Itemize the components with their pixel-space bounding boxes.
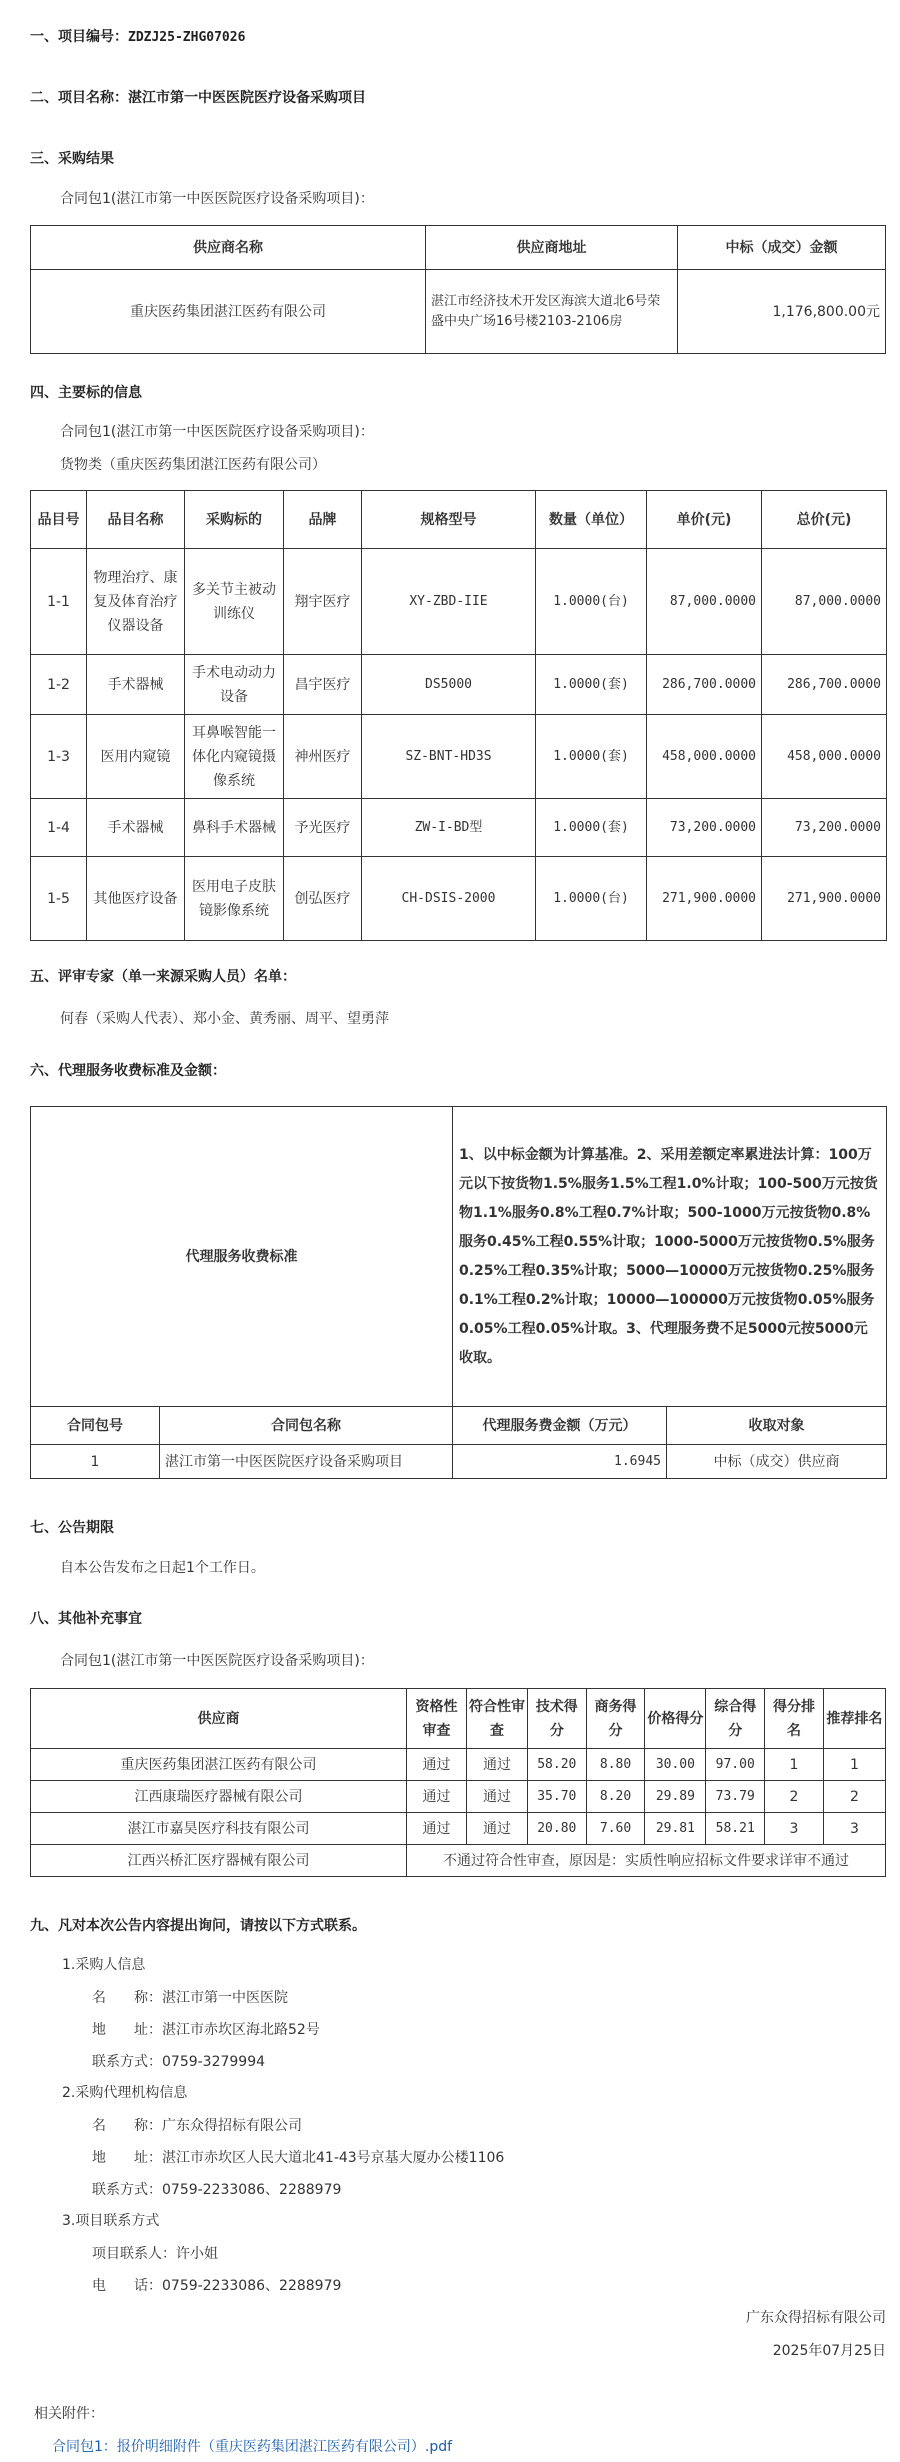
- item-model: XY-ZBD-IIE: [362, 549, 536, 655]
- item-no: 1-2: [31, 655, 87, 715]
- agency-name: 名 称：广东众得招标有限公司: [92, 2118, 302, 2134]
- item-no: 1-1: [31, 549, 87, 655]
- experts-names: 何春（采购人代表）、郑小金、黄秀丽、周平、望勇萍: [60, 1011, 389, 1027]
- items-table: [30, 490, 887, 941]
- buyer-phone: 联系方式：0759-3279994: [92, 2054, 266, 2070]
- item-brand: 创弘医疗: [284, 857, 362, 941]
- item-brand: 翔宇医疗: [284, 549, 362, 655]
- eval-tech: 20.80: [527, 1813, 586, 1845]
- fee-package-no: 1: [31, 1445, 160, 1479]
- eval-rank: 1: [765, 1749, 824, 1781]
- eval-header-tech: 技术得分: [527, 1689, 586, 1749]
- result-header-supplier: 供应商名称: [31, 226, 426, 270]
- table-row: [31, 715, 887, 799]
- eval-price: 30.00: [645, 1749, 706, 1781]
- fee-header-target: 收取对象: [667, 1407, 887, 1445]
- buyer-address: 地 址：湛江市赤坎区海北路52号: [92, 2022, 320, 2038]
- section-items-title: 四、主要标的信息: [30, 385, 142, 401]
- item-brand: 昌宇医疗: [284, 655, 362, 715]
- table-row: [31, 857, 887, 941]
- fee-package-name: 湛江市第一中医医院医疗设备采购项目: [160, 1445, 453, 1479]
- footer-date: 2025年07月25日: [772, 2343, 886, 2359]
- item-model: CH-DSIS-2000: [362, 857, 536, 941]
- eval-header-business: 商务得分: [586, 1689, 645, 1749]
- result-package-label: 合同包1(湛江市第一中医医院医疗设备采购项目)：: [60, 191, 374, 207]
- item-model: DS5000: [362, 655, 536, 715]
- item-target: 手术电动动力设备: [185, 655, 284, 715]
- buyer-info-heading: 1.采购人信息: [62, 1957, 146, 1973]
- table-row: [31, 1845, 886, 1877]
- eval-qualify: 通过: [407, 1813, 467, 1845]
- eval-supplier: 江西兴桥汇医疗器械有限公司: [31, 1845, 407, 1877]
- items-package-label: 合同包1(湛江市第一中医医院医疗设备采购项目)：: [60, 424, 374, 440]
- item-total: 458,000.0000: [762, 715, 887, 799]
- eval-header-total: 综合得分: [706, 1689, 765, 1749]
- item-total: 286,700.0000: [762, 655, 887, 715]
- item-target: 医用电子皮肤镜影像系统: [185, 857, 284, 941]
- fee-target: 中标（成交）供应商: [667, 1445, 887, 1479]
- section-result-title: 三、采购结果: [30, 151, 114, 167]
- eval-total: 73.79: [706, 1781, 765, 1813]
- result-header-amount: 中标（成交）金额: [678, 226, 886, 270]
- item-price: 73,200.0000: [647, 799, 762, 857]
- eval-qualify: 通过: [407, 1749, 467, 1781]
- eval-comply: 通过: [466, 1749, 527, 1781]
- items-header-model: 规格型号: [362, 491, 536, 549]
- items-header-item: 品目名称: [87, 491, 185, 549]
- item-brand: 神州医疗: [284, 715, 362, 799]
- table-row: [31, 549, 887, 655]
- item-name: 医用内窥镜: [87, 715, 185, 799]
- result-amount: 1,176,800.00元: [678, 270, 886, 354]
- table-row: [31, 799, 887, 857]
- table-row: [31, 1749, 886, 1781]
- items-header-no: 品目号: [31, 491, 87, 549]
- fee-header-amount: 代理服务费金额（万元）: [453, 1407, 667, 1445]
- eval-rank: 2: [765, 1781, 824, 1813]
- eval-tech: 58.20: [527, 1749, 586, 1781]
- item-model: ZW-I-BD型: [362, 799, 536, 857]
- item-target: 耳鼻喉智能一体化内窥镜摄像系统: [185, 715, 284, 799]
- section-project-name: 二、项目名称：湛江市第一中医医院医疗设备采购项目: [30, 90, 366, 106]
- result-table: [30, 225, 886, 354]
- eval-total: 97.00: [706, 1749, 765, 1781]
- item-name: 手术器械: [87, 799, 185, 857]
- fee-standard-label: 代理服务收费标准: [31, 1107, 453, 1407]
- section-fee-title: 六、代理服务收费标准及金额：: [30, 1063, 226, 1079]
- item-no: 1-3: [31, 715, 87, 799]
- other-package-label: 合同包1(湛江市第一中医医院医疗设备采购项目)：: [60, 1653, 374, 1669]
- agency-info-heading: 2.采购代理机构信息: [62, 2085, 188, 2101]
- table-row: [31, 270, 886, 354]
- items-header-target: 采购标的: [185, 491, 284, 549]
- section-period-title: 七、公告期限: [30, 1520, 114, 1536]
- item-price: 458,000.0000: [647, 715, 762, 799]
- items-header-total: 总价(元): [762, 491, 887, 549]
- items-header-price: 单价(元): [647, 491, 762, 549]
- section-project-code: 一、项目编号：ZDZJ25-ZHG07026: [30, 29, 246, 45]
- item-qty: 1.0000(套): [536, 799, 647, 857]
- item-qty: 1.0000(套): [536, 655, 647, 715]
- eval-comply: 通过: [466, 1781, 527, 1813]
- period-text: 自本公告发布之日起1个工作日。: [60, 1560, 265, 1576]
- items-header-qty: 数量（单位）: [536, 491, 647, 549]
- eval-rank: 3: [765, 1813, 824, 1845]
- eval-header-price: 价格得分: [645, 1689, 706, 1749]
- project-code: ZDZJ25-ZHG07026: [128, 30, 246, 45]
- eval-header-supplier: 供应商: [31, 1689, 407, 1749]
- item-no: 1-5: [31, 857, 87, 941]
- item-qty: 1.0000(套): [536, 715, 647, 799]
- eval-tech: 35.70: [527, 1781, 586, 1813]
- eval-supplier: 江西康瑞医疗器械有限公司: [31, 1781, 407, 1813]
- eval-qualify: 通过: [407, 1781, 467, 1813]
- eval-price: 29.89: [645, 1781, 706, 1813]
- eval-supplier: 重庆医药集团湛江医药有限公司: [31, 1749, 407, 1781]
- project-name: 湛江市第一中医医院医疗设备采购项目: [128, 90, 366, 106]
- evaluation-table: [30, 1688, 886, 1877]
- eval-comply: 通过: [466, 1813, 527, 1845]
- fee-header-no: 合同包号: [31, 1407, 160, 1445]
- eval-supplier: 湛江市嘉昊医疗科技有限公司: [31, 1813, 407, 1845]
- items-header-brand: 品牌: [284, 491, 362, 549]
- fee-table: [30, 1106, 887, 1479]
- item-total: 87,000.0000: [762, 549, 887, 655]
- table-row: [31, 655, 887, 715]
- item-target: 鼻科手术器械: [185, 799, 284, 857]
- item-name: 手术器械: [87, 655, 185, 715]
- eval-header-comply: 符合性审查: [466, 1689, 527, 1749]
- item-price: 271,900.0000: [647, 857, 762, 941]
- item-price: 286,700.0000: [647, 655, 762, 715]
- table-row: [31, 1445, 887, 1479]
- section-experts-title: 五、评审专家（单一来源采购人员）名单：: [30, 969, 296, 985]
- item-qty: 1.0000(台): [536, 549, 647, 655]
- eval-price: 29.81: [645, 1813, 706, 1845]
- result-supplier-address: 湛江市经济技术开发区海滨大道北6号荣盛中央广场16号楼2103-2106房: [426, 270, 678, 354]
- project-contact-person: 项目联系人：许小姐: [92, 2246, 218, 2262]
- project-contact-heading: 3.项目联系方式: [62, 2213, 160, 2229]
- attachments-label: 相关附件：: [34, 2406, 104, 2422]
- agency-address: 地 址：湛江市赤坎区人民大道北41-43号京基大厦办公楼1106: [92, 2150, 505, 2166]
- item-no: 1-4: [31, 799, 87, 857]
- eval-business: 8.80: [586, 1749, 645, 1781]
- eval-header-rank: 得分排名: [765, 1689, 824, 1749]
- item-brand: 予光医疗: [284, 799, 362, 857]
- result-header-address: 供应商地址: [426, 226, 678, 270]
- eval-header-qualify: 资格性审查: [407, 1689, 467, 1749]
- fee-amount: 1.6945: [453, 1445, 667, 1479]
- item-total: 271,900.0000: [762, 857, 887, 941]
- eval-fail-reason: 不通过符合性审查，原因是：实质性响应招标文件要求详审不通过: [407, 1845, 886, 1877]
- buyer-name: 名 称：湛江市第一中医医院: [92, 1990, 288, 2006]
- eval-recommend: 3: [823, 1813, 885, 1845]
- item-total: 73,200.0000: [762, 799, 887, 857]
- eval-header-recommend: 推荐排名: [823, 1689, 885, 1749]
- item-model: SZ-BNT-HD3S: [362, 715, 536, 799]
- section-contact-title: 九、凡对本次公告内容提出询问，请按以下方式联系。: [30, 1918, 366, 1934]
- section-other-title: 八、其他补充事宜: [30, 1611, 142, 1627]
- footer-organization: 广东众得招标有限公司: [746, 2310, 886, 2326]
- agency-phone: 联系方式：0759-2233086、2288979: [92, 2182, 342, 2198]
- table-row: [31, 1781, 886, 1813]
- items-category-label: 货物类（重庆医药集团湛江医药有限公司）: [60, 457, 326, 473]
- fee-header-name: 合同包名称: [160, 1407, 453, 1445]
- attachment-link[interactable]: 合同包1：报价明细附件（重庆医药集团湛江医药有限公司）.pdf: [52, 2439, 453, 2455]
- project-contact-phone: 电 话：0759-2233086、2288979: [92, 2278, 342, 2294]
- item-name: 物理治疗、康复及体育治疗仪器设备: [87, 549, 185, 655]
- item-target: 多关节主被动训练仪: [185, 549, 284, 655]
- eval-total: 58.21: [706, 1813, 765, 1845]
- table-row: [31, 1813, 886, 1845]
- item-name: 其他医疗设备: [87, 857, 185, 941]
- item-qty: 1.0000(台): [536, 857, 647, 941]
- item-price: 87,000.0000: [647, 549, 762, 655]
- fee-standard-text: 1、以中标金额为计算基准。2、采用差额定率累进法计算：100万元以下按货物1.5%服务1.5%工程1.0%计取；100-500万元按货物1.1%服务0.8%工程0.7%计取；500-1000万元按货物0.8%服务0.45%工程0.55%计取；1000-5000万元按货物0.5%服务0.25%工程0.35%计取；5000—10000万元按货物0.25%服务0.1%工程0.2%计取；10000—100000万元按货物0.05%服务0.05%工程0.05%计取。3、代理服务费不足5000元按5000元收取。: [453, 1107, 887, 1407]
- eval-business: 8.20: [586, 1781, 645, 1813]
- eval-recommend: 2: [823, 1781, 885, 1813]
- result-supplier-name: 重庆医药集团湛江医药有限公司: [31, 270, 426, 354]
- eval-recommend: 1: [823, 1749, 885, 1781]
- eval-business: 7.60: [586, 1813, 645, 1845]
